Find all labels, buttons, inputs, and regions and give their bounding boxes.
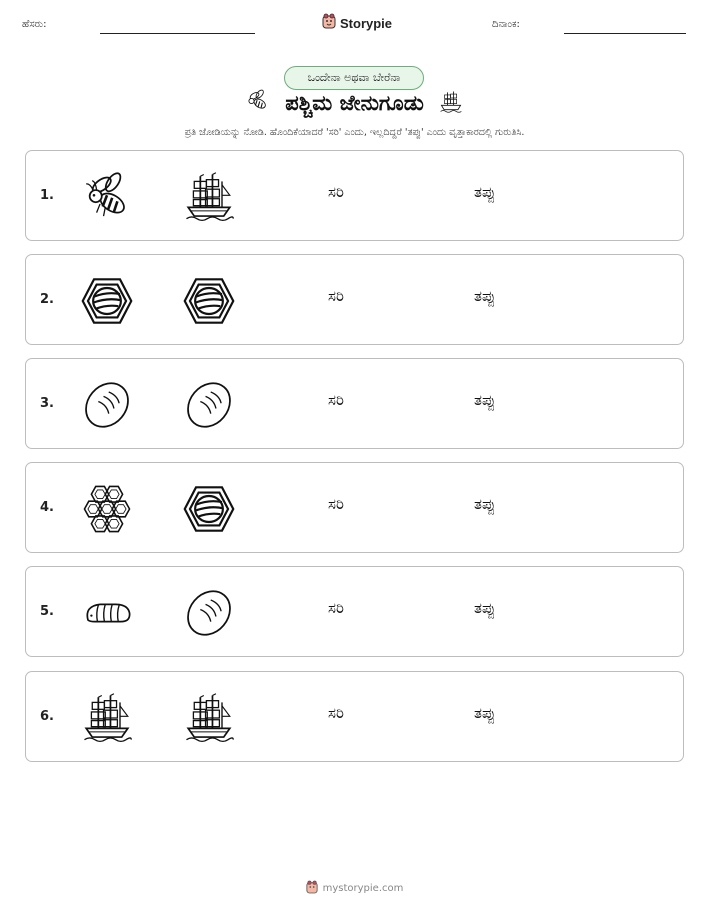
title-row [0,88,709,118]
question-number: 5. [40,604,54,619]
instructions: ಪ್ರತಿ ಜೋಡಿಯನ್ನು ನೋಡಿ. ಹೊಂದಿಕೆಯಾದರೆ 'ಸರಿ' ಎಂದು, ಇಲ್ಲದಿದ್ದರೆ 'ತಪ್ಪು' ಎಂದು ವೃತ್ತಾಕಾರದಲ್ಲಿ ಗುರುತಿಸಿ. [184,127,525,138]
option-no[interactable]: ತಪ್ಪು [474,704,496,722]
question-card [25,462,684,553]
option-no[interactable]: ತಪ್ಪು [474,183,496,201]
bee-icon [245,88,271,118]
date-line[interactable] [564,33,686,34]
option-yes[interactable]: ಸರಿ [328,183,344,201]
storypie-mascot-icon [306,880,318,897]
question-card [25,566,684,657]
question-number: 3. [40,396,54,411]
ship-icon [183,692,235,744]
brand-logo [322,13,392,33]
question-card [25,254,684,345]
storypie-mascot-icon [322,13,336,33]
question-card [25,358,684,449]
bread-icon [183,379,235,431]
ship-icon [183,171,235,223]
option-yes[interactable]: ಸರಿ [328,391,344,409]
question-number: 6. [40,709,54,724]
honeycomb-icon [81,483,133,535]
name-label: ಹೆಸರು: [22,19,47,30]
hive-icon [81,275,133,327]
name-line[interactable] [100,33,255,34]
hive-icon [183,275,235,327]
question-card [25,671,684,762]
option-yes[interactable]: ಸರಿ [328,704,344,722]
ship-icon [438,88,464,118]
larva-icon [81,587,133,639]
brand-name: Storypie [340,15,393,31]
question-number: 1. [40,188,54,203]
option-yes[interactable]: ಸರಿ [328,495,344,513]
worksheet-title: ಪಶ್ಚಿಮ ಜೇನುಗೂಡು [285,90,424,115]
footer-url[interactable]: mystorypie.com [322,883,404,894]
option-no[interactable]: ತಪ್ಪು [474,287,496,305]
hive-icon [183,483,235,535]
option-no[interactable]: ತಪ್ಪು [474,599,496,617]
footer [0,880,709,897]
option-yes[interactable]: ಸರಿ [328,599,344,617]
option-no[interactable]: ತಪ್ಪು [474,391,496,409]
date-label: ದಿನಾಂಕ: [492,19,520,30]
ship-icon [81,692,133,744]
option-yes[interactable]: ಸರಿ [328,287,344,305]
option-no[interactable]: ತಪ್ಪು [474,495,496,513]
question-card [25,150,684,241]
question-number: 2. [40,292,54,307]
activity-type-badge: ಒಂದೇನಾ ಅಥವಾ ಬೇರೆನಾ [284,66,424,90]
question-number: 4. [40,500,54,515]
bee-icon [81,171,133,223]
bread-icon [183,587,235,639]
bread-icon [81,379,133,431]
